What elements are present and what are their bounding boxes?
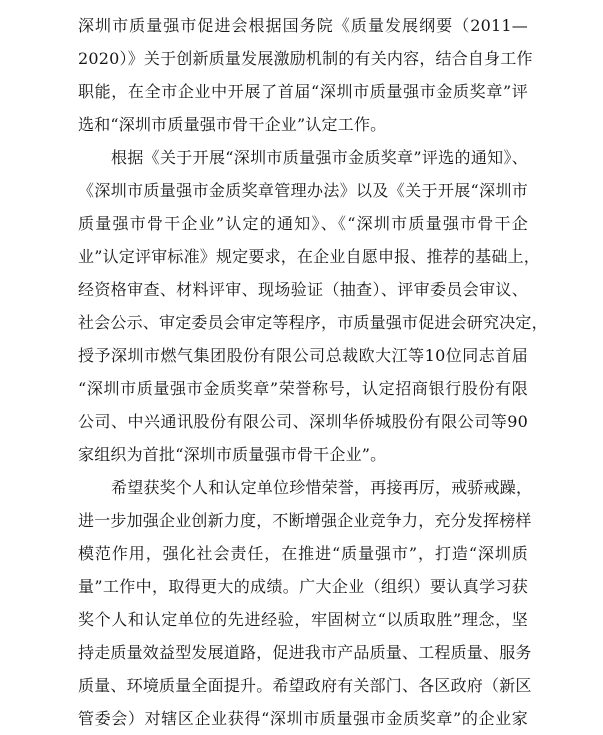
text-line: 业”认定评审标准》规定要求，在企业自愿申报、推荐的基础上， [78,247,540,266]
text-line: 社会公示、审定委员会审定等程序，市质量强市促进会研究决定， [78,313,548,332]
text-line: 持走质量效益型发展道路，促进我市产品质量、工程质量、服务 [78,643,532,662]
text-line: 2020）》关于创新质量发展激励机制的有关内容，结合自身工作 [78,49,533,68]
text-line: 进一步加强企业创新力度，不断增强企业竞争力，充分发挥榜样 [78,511,532,530]
text-line: 职能，在全市企业中开展了首届“深圳市质量强市金质奖章”评 [78,82,528,101]
text-line: 希望获奖个人和认定单位珍惜荣誉，再接再厉，戒骄戒躁， [111,478,533,497]
text-line: 经资格审查、材料评审、现场验证（抽查）、评审委员会审议、 [78,280,528,299]
text-line: 授予深圳市燃气集团股份有限公司总裁欧大江等10位同志首届 [78,346,528,365]
text-line: 《深圳市质量强市金质奖章管理办法》以及《关于开展“深圳市 [78,181,528,200]
text-line: 家组织为首批“深圳市质量强市骨干企业”。 [78,445,387,464]
text-line: 公司、中兴通讯股份有限公司、深圳华侨城股份有限公司等90 [78,412,528,431]
text-line: 深圳市质量强市促进会根据国务院《质量发展纲要（2011— [78,16,528,35]
text-line: 管委会）对辖区企业获得“深圳市质量强市金质奖章”的企业家 [78,709,528,728]
text-line: 量”工作中，取得更大的成绩。广大企业（组织）要认真学习获 [78,577,528,596]
text-line: 选和“深圳市质量强市骨干企业”认定工作。 [78,115,387,134]
text-line: 质量、环境质量全面提升。希望政府有关部门、各区政府（新区 [78,676,532,695]
text-line: 质量强市骨干企业”认定的通知》、《“深圳市质量强市骨干企 [78,214,528,233]
text-line: 模范作用，强化社会责任，在推进“质量强市”，打造“深圳质 [78,544,528,563]
text-line: 根据《关于开展“深圳市质量强市金质奖章”评选的通知》、 [111,148,528,167]
text-line: “深圳市质量强市金质奖章”荣誉称号，认定招商银行股份有限 [78,379,528,398]
text-line: 奖个人和认定单位的先进经验，牢固树立“以质取胜”理念，坚 [78,610,528,629]
